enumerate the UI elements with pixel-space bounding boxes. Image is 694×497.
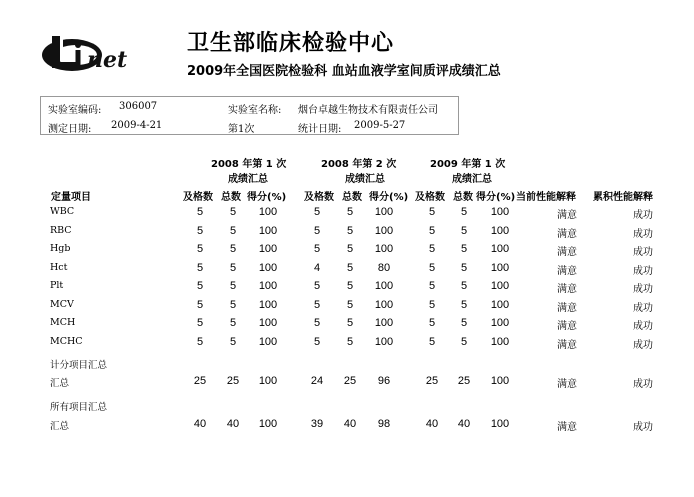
table-row-value: 100 <box>490 262 510 274</box>
table-row-value: 100 <box>374 317 394 329</box>
col-total-3: 总数 <box>453 192 473 203</box>
table-row-cumulative: 成功 <box>633 303 653 314</box>
scored-summary-row-cumulative: 成功 <box>633 379 653 390</box>
page-subtitle: 2009年全国医院检验科 血站血液学室间质评成绩汇总 <box>187 64 501 79</box>
table-row-value: 4 <box>313 262 321 274</box>
table-row-value: 5 <box>196 317 204 329</box>
col-pass-2: 及格数 <box>304 192 334 203</box>
table-row-value: 5 <box>229 243 237 255</box>
table-row-value: 5 <box>229 317 237 329</box>
table-row-cumulative: 成功 <box>633 229 653 240</box>
table-row-value: 5 <box>229 280 237 292</box>
scored-summary-row-label: 汇总 <box>50 378 70 389</box>
table-row-value: 5 <box>346 225 354 237</box>
table-row-cumulative: 成功 <box>633 247 653 258</box>
page-title: 卫生部临床检验中心 <box>187 31 395 56</box>
table-row-value: 5 <box>428 280 436 292</box>
table-row-value: 100 <box>374 243 394 255</box>
table-row-value: 5 <box>229 336 237 348</box>
table-row-value: 5 <box>346 262 354 274</box>
table-row-current: 满意 <box>557 321 577 332</box>
table-row-value: 100 <box>258 262 278 274</box>
table-row-value: 100 <box>258 206 278 218</box>
scored-summary-row-value: 25 <box>226 375 240 387</box>
table-row-current: 满意 <box>557 247 577 258</box>
table-row-value: 5 <box>346 243 354 255</box>
group-header-2008-1-line2: 成绩汇总 <box>228 174 268 185</box>
scored-summary-section: 计分项目汇总 <box>50 360 108 371</box>
col-score-3: 得分(%) <box>476 192 516 203</box>
col-score-2: 得分(%) <box>369 192 409 203</box>
table-row-current: 满意 <box>557 303 577 314</box>
svg-text:net: net <box>87 47 128 73</box>
table-row-value: 5 <box>460 225 468 237</box>
table-row-value: 5 <box>428 336 436 348</box>
table-row-value: 100 <box>490 317 510 329</box>
table-row-value: 5 <box>196 225 204 237</box>
table-row-value: 100 <box>258 299 278 311</box>
col-score-1: 得分(%) <box>247 192 287 203</box>
table-row-cumulative: 成功 <box>633 210 653 221</box>
all-summary-row-value: 39 <box>310 418 324 430</box>
scored-summary-row-value: 25 <box>343 375 357 387</box>
table-row-cumulative: 成功 <box>633 266 653 277</box>
table-row-value: 5 <box>346 317 354 329</box>
group-header-2008-2-line2: 成绩汇总 <box>345 174 385 185</box>
table-row-value: 5 <box>346 206 354 218</box>
table-row-label: RBC <box>50 225 72 236</box>
all-summary-row-current: 满意 <box>557 422 577 433</box>
table-row-value: 5 <box>313 299 321 311</box>
lab-code-label: 实验室编码: <box>48 105 102 116</box>
col-pass-1: 及格数 <box>183 192 213 203</box>
group-header-2009-1-line2: 成绩汇总 <box>452 174 492 185</box>
table-row-value: 100 <box>374 336 394 348</box>
table-row-current: 满意 <box>557 340 577 351</box>
all-summary-row-cumulative: 成功 <box>633 422 653 433</box>
table-row-value: 5 <box>428 317 436 329</box>
item-column-header: 定量项目 <box>51 192 91 203</box>
scored-summary-row-value: 100 <box>258 375 278 387</box>
table-row-label: Plt <box>50 280 64 291</box>
all-summary-row-value: 40 <box>425 418 439 430</box>
col-total-1: 总数 <box>221 192 241 203</box>
all-summary-row-value: 40 <box>343 418 357 430</box>
table-row-current: 满意 <box>557 229 577 240</box>
table-row-value: 5 <box>428 243 436 255</box>
lab-name-label: 实验室名称: <box>228 105 282 116</box>
table-row-value: 5 <box>229 262 237 274</box>
test-date-label: 测定日期: <box>48 124 92 135</box>
table-row-value: 100 <box>374 225 394 237</box>
scored-summary-row-value: 25 <box>425 375 439 387</box>
table-row-value: 100 <box>374 299 394 311</box>
all-summary-row-value: 100 <box>490 418 510 430</box>
table-row-label: Hgb <box>50 243 71 254</box>
table-row-current: 满意 <box>557 210 577 221</box>
table-row-value: 5 <box>313 206 321 218</box>
table-row-label: MCH <box>50 317 76 328</box>
table-row-value: 5 <box>460 206 468 218</box>
table-row-value: 5 <box>460 243 468 255</box>
scored-summary-row-value: 96 <box>377 375 391 387</box>
table-row-value: 5 <box>428 225 436 237</box>
table-row-value: 5 <box>460 262 468 274</box>
table-row-value: 5 <box>428 299 436 311</box>
table-row-label: MCHC <box>50 336 83 347</box>
table-row-value: 80 <box>377 262 391 274</box>
table-row-value: 5 <box>229 206 237 218</box>
table-row-value: 5 <box>313 336 321 348</box>
table-row-value: 100 <box>490 280 510 292</box>
table-row-label: Hct <box>50 262 68 273</box>
col-pass-3: 及格数 <box>415 192 445 203</box>
table-row-value: 5 <box>313 317 321 329</box>
table-row-value: 100 <box>374 280 394 292</box>
table-row-value: 100 <box>490 336 510 348</box>
table-row-label: MCV <box>50 299 74 310</box>
table-row-value: 5 <box>460 317 468 329</box>
table-row-cumulative: 成功 <box>633 321 653 332</box>
table-row-value: 5 <box>346 299 354 311</box>
table-row-value: 5 <box>346 280 354 292</box>
table-row-value: 5 <box>346 336 354 348</box>
table-row-value: 100 <box>258 336 278 348</box>
scored-summary-row-value: 24 <box>310 375 324 387</box>
col-total-2: 总数 <box>342 192 362 203</box>
all-summary-row-value: 100 <box>258 418 278 430</box>
table-row-current: 满意 <box>557 284 577 295</box>
table-row-value: 5 <box>313 243 321 255</box>
table-row-value: 5 <box>428 262 436 274</box>
group-header-2009-1-line1: 2009 年第 1 次 <box>430 159 506 170</box>
round-label: 第1次 <box>228 124 255 135</box>
stat-date-value: 2009-5-27 <box>354 120 406 131</box>
linet-logo <box>38 30 164 80</box>
table-row-value: 5 <box>196 262 204 274</box>
all-summary-row-value: 40 <box>457 418 471 430</box>
stat-date-label: 统计日期: <box>298 124 342 135</box>
table-row-value: 5 <box>229 225 237 237</box>
scored-summary-row-value: 25 <box>193 375 207 387</box>
table-row-value: 5 <box>196 280 204 292</box>
table-row-value: 100 <box>374 206 394 218</box>
table-row-value: 100 <box>490 206 510 218</box>
table-row-value: 100 <box>490 299 510 311</box>
table-row-value: 5 <box>428 206 436 218</box>
scored-summary-row-current: 满意 <box>557 379 577 390</box>
test-date-value: 2009-4-21 <box>111 120 163 131</box>
table-row-value: 5 <box>196 206 204 218</box>
table-row-value: 5 <box>196 299 204 311</box>
table-row-value: 100 <box>258 280 278 292</box>
lab-name-value: 烟台卓越生物技术有限责任公司 <box>298 105 438 116</box>
table-row-label: WBC <box>50 206 75 217</box>
table-row-current: 满意 <box>557 266 577 277</box>
all-summary-row-value: 40 <box>193 418 207 430</box>
table-row-value: 5 <box>313 225 321 237</box>
table-row-value: 100 <box>490 225 510 237</box>
table-row-value: 5 <box>460 299 468 311</box>
table-row-value: 5 <box>196 336 204 348</box>
table-row-value: 100 <box>490 243 510 255</box>
table-row-value: 5 <box>460 336 468 348</box>
table-row-value: 5 <box>229 299 237 311</box>
all-summary-section: 所有项目汇总 <box>50 402 108 413</box>
table-row-value: 5 <box>313 280 321 292</box>
table-row-value: 5 <box>196 243 204 255</box>
table-row-value: 100 <box>258 243 278 255</box>
group-header-2008-2-line1: 2008 年第 2 次 <box>321 159 397 170</box>
col-cumulative-performance: 累积性能解释 <box>593 192 653 203</box>
scored-summary-row-value: 25 <box>457 375 471 387</box>
table-row-value: 100 <box>258 225 278 237</box>
table-row-cumulative: 成功 <box>633 284 653 295</box>
all-summary-row-value: 40 <box>226 418 240 430</box>
table-row-value: 100 <box>258 317 278 329</box>
group-header-2008-1-line1: 2008 年第 1 次 <box>211 159 287 170</box>
table-row-value: 5 <box>460 280 468 292</box>
lab-code-value: 306007 <box>119 101 158 112</box>
col-current-performance: 当前性能解释 <box>516 192 576 203</box>
scored-summary-row-value: 100 <box>490 375 510 387</box>
all-summary-row-value: 98 <box>377 418 391 430</box>
all-summary-row-label: 汇总 <box>50 421 70 432</box>
table-row-cumulative: 成功 <box>633 340 653 351</box>
